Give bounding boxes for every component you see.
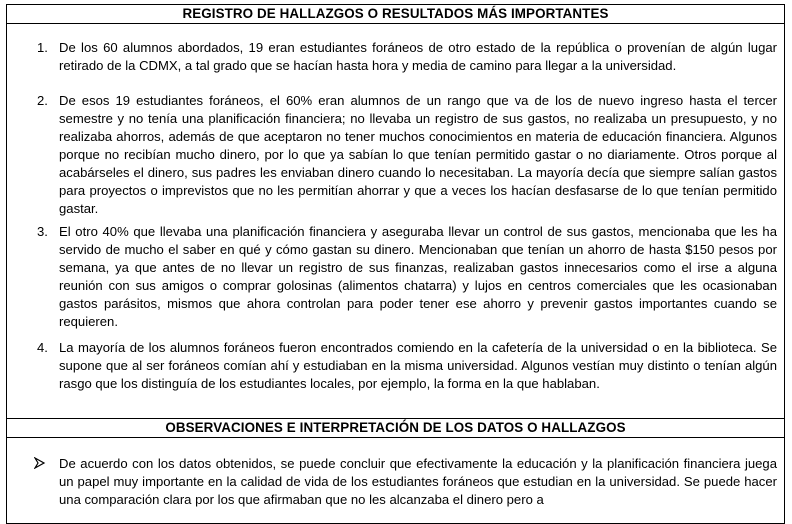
item-number: 1. <box>37 40 48 55</box>
item-number: 4. <box>37 340 48 355</box>
finding-item-4: La mayoría de los alumnos foráneos fueron encontrados comiendo en la cafetería de la universidad o en la biblioteca. Se supone que al ser foráneos comían ahí y estudiaban en la misma universidad. Algunos vestían muy distinto o tenían algún rasgo que los distinguía de los estudiantes locales, por ejemplo, la forma en la que hablaban. <box>59 340 777 391</box>
item-number: 3. <box>37 224 48 239</box>
item-number: 2. <box>37 93 48 108</box>
finding-item-3: El otro 40% que llevaba una planificación financiera y aseguraba llevar un control de sus gastos, mencionaba que les ha servido de mucho el saber en qué y cómo gastan su dinero. Mencionaban que tenían un ahorro de hasta $150 pesos por semana, ya que antes de no llevar un registro de sus finanzas, realizaban gastos innecesarios como el irse a alguna reunión con sus amigos o comprar golosinas (alimentos chatarra) y lujos en centros comerciales que les ocasionaban gastos parásitos, mismos que ahora controlan para poder tener ese ahorro y prevenir gastos importantes cuando se requieren. <box>59 224 777 329</box>
finding-item-2: De esos 19 estudiantes foráneos, el 60% eran alumnos de un rango que va de los de nuevo ingreso hasta el tercer semestre y no tenía una planificación financiera; no llevaba un registro de sus gastos, no realizaba un presupuesto, y no realizaba ahorros, además de que aceptaron no tener muchos conocimientos en materia de educación financiera. Algunos porque no recibían mucho dinero, por lo que ya sabían lo que tenían permitido gastar o no diariamente. Otros porque al acabárseles el dinero, sus padres les enviaban dinero cuando lo necesitaban. La mayoría decía que siempre salían gastos para proyectos o imprevistos que no les permitían ahorrar y que a veces los hacían desfasarse de lo que tenían permitido gastar. <box>59 93 777 216</box>
section-title-findings: REGISTRO DE HALLAZGOS O RESULTADOS MÁS IMPORTANTES <box>6 4 785 24</box>
finding-item-1: De los 60 alumnos abordados, 19 eran estudiantes foráneos de otro estado de la república o provenían de algún lugar retirado de la CDMX, a tal grado que se hacían hasta hora y media de camino para llegar a la universidad. <box>59 40 777 73</box>
observation-bullet: De acuerdo con los datos obtenidos, se puede concluir que efectivamente la educación y la planificación financiera juega un papel muy importante en la calidad de vida de los estudiantes foráneos que estudian en la universidad. Se puede hacer una comparación clara por los que afirmaban que no les alcanzaba el dinero pero a <box>59 456 777 507</box>
section-title-observations: OBSERVACIONES E INTERPRETACIÓN DE LOS DATOS O HALLAZGOS <box>6 418 785 438</box>
arrow-bullet-icon <box>34 455 46 473</box>
